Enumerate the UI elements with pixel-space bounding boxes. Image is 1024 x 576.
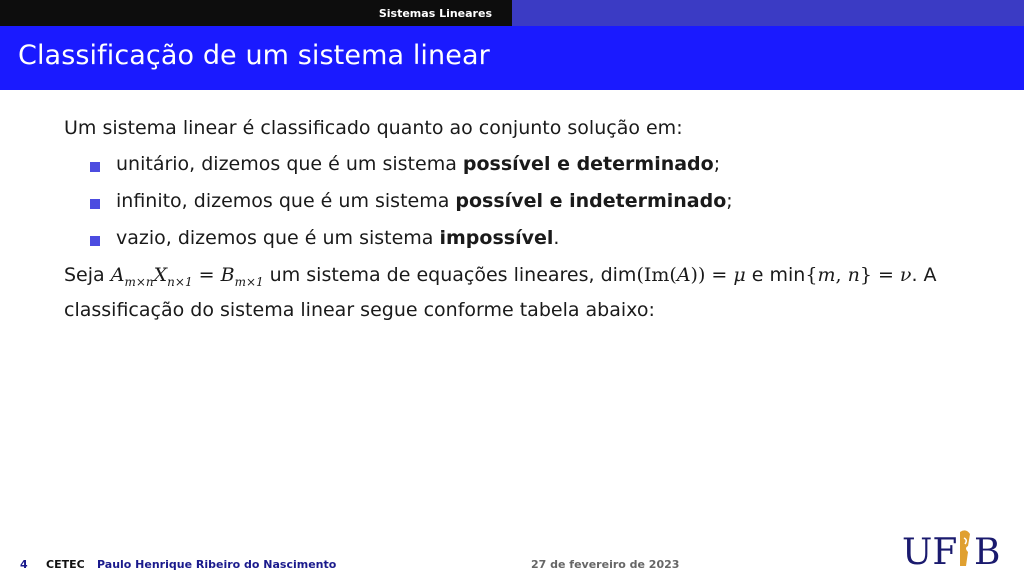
svg-text:B: B: [974, 532, 1001, 570]
min-expression: {m, n} = ν: [805, 264, 912, 286]
bullet-item: unitário, dizemos que é um sistema possível e determinado;: [90, 146, 984, 183]
dim-expression: (Im(A)) = μ: [636, 264, 746, 286]
slide-content: [64, 114, 984, 324]
presentation-date: 27 de fevereiro de 2023: [531, 558, 680, 571]
top-navigation-bar: [0, 0, 1024, 26]
bullet-list: [90, 146, 984, 257]
section-header[interactable]: [0, 0, 512, 26]
frame-title: Classificação de um sistema linear: [18, 40, 490, 71]
bullet-square-icon: [90, 199, 100, 209]
section-title: Sistemas Lineares: [378, 6, 492, 20]
intro-text: Um sistema linear é classificado quanto ao conjunto solução em:: [64, 117, 683, 139]
page-number: 4: [20, 558, 28, 571]
bullet-item: infinito, dizemos que é um sistema possível e indeterminado;: [90, 183, 984, 220]
bullet-item: vazio, dizemos que é um sistema impossível.: [90, 220, 984, 257]
bullet-square-icon: [90, 162, 100, 172]
bullet-square-icon: [90, 236, 100, 246]
footer: [0, 548, 1024, 576]
top-bar-right: [512, 0, 1024, 26]
classification-paragraph: Seja $A_{m\times n}X_{n\times 1} = B_{m\times 1}$ um sistema de equações lineares, dim(Im(A)) = μ e min{m, n} = ν. A classificação do sistema linear segue conforme tabela abaixo:: [64, 264, 937, 321]
ufrb-logo: [902, 524, 1002, 570]
equation-system: $A_{m\times n}X_{n\times 1} = B_{m\times 1}$: [110, 264, 264, 289]
institution: CETEC: [46, 558, 85, 571]
author-name: Paulo Henrique Ribeiro do Nascimento: [97, 558, 337, 571]
frame-title-bar: [0, 26, 1024, 90]
svg-text:UF: UF: [902, 532, 958, 570]
